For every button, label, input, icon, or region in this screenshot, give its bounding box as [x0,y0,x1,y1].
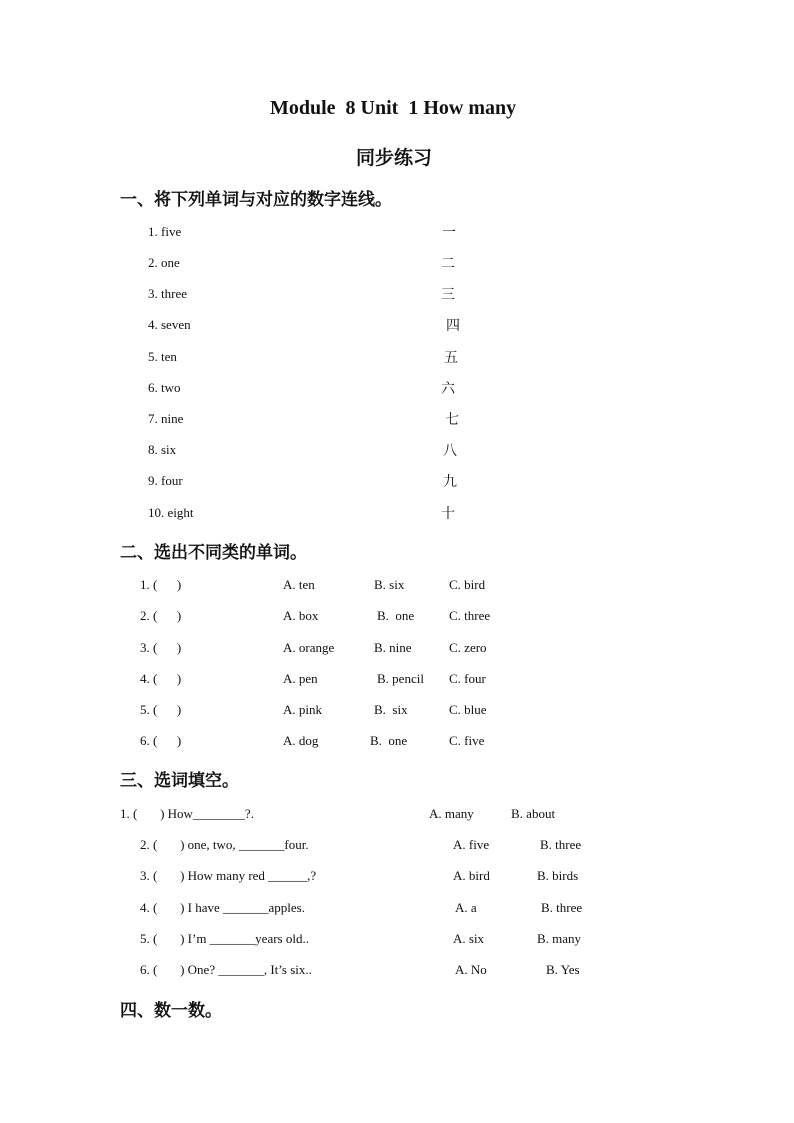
numeral-item: 七 [445,412,459,428]
option-b: B. six [374,577,405,592]
numeral-item: 一 [442,225,456,241]
option-b: B. three [541,900,583,915]
option-c: C. zero [449,640,487,655]
option-a: A. No [455,962,487,977]
section1-heading: 一、将下列单词与对应的数字连线。 [120,190,392,210]
fill-question: 4. ( ) I have _______apples. [140,900,305,915]
word-item: 9. four [148,473,183,488]
option-b: B. nine [374,640,412,655]
numeral-item: 五 [444,350,458,366]
option-b: B. pencil [377,671,424,686]
option-a: A. ten [283,577,315,592]
word-item: 2. one [148,255,180,270]
numeral-item: 八 [443,443,457,459]
option-c: C. five [449,733,485,748]
question-number: 5. ( ) [140,702,182,717]
option-a: A. orange [283,640,335,655]
word-item: 3. three [148,286,187,301]
numeral-item: 三 [441,287,455,303]
option-b: B. one [370,733,408,748]
option-a: A. dog [283,733,319,748]
question-number: 3. ( ) [140,640,182,655]
question-number: 2. ( ) [140,608,182,623]
numeral-item: 六 [441,381,455,397]
question-number: 1. ( ) [140,577,182,592]
option-a: A. box [283,608,319,623]
word-item: 10. eight [148,505,194,520]
numeral-item: 四 [446,318,460,334]
option-b: B. one [377,608,415,623]
word-item: 4. seven [148,317,191,332]
option-b: B. birds [537,868,579,883]
option-a: A. six [453,931,485,946]
option-c: C. bird [449,577,486,592]
numeral-item: 九 [443,474,457,490]
option-c: C. three [449,608,491,623]
option-a: A. pink [283,702,322,717]
option-a: A. a [455,900,477,915]
section3-heading: 三、选词填空。 [120,771,239,791]
fill-question: 5. ( ) I’m _______years old.. [140,931,309,946]
word-item: 8. six [148,442,177,457]
option-a: A. many [429,806,474,821]
option-a: A. five [453,837,490,852]
option-b: B. six [374,702,408,717]
fill-question: 1. ( ) How________?. [120,806,254,821]
option-c: C. four [449,671,486,686]
question-number: 4. ( ) [140,671,182,686]
option-b: B. many [537,931,582,946]
section2-heading: 二、选出不同类的单词。 [120,543,307,563]
option-c: C. blue [449,702,487,717]
question-number: 6. ( ) [140,733,182,748]
numeral-item: 十 [441,506,455,522]
fill-question: 6. ( ) One? _______, It’s six.. [140,962,312,977]
page-title: Module 8 Unit 1 How many [270,97,517,119]
word-item: 5. ten [148,349,177,364]
option-b: B. three [540,837,582,852]
word-item: 6. two [148,380,181,395]
fill-question: 2. ( ) one, two, _______four. [140,837,309,852]
page-subtitle: 同步练习 [356,147,433,169]
option-b: B. about [511,806,556,821]
word-item: 7. nine [148,411,184,426]
option-a: A. bird [453,868,490,883]
section4-heading: 四、数一数。 [120,1001,222,1021]
numeral-item: 二 [441,256,455,272]
option-b: B. Yes [546,962,580,977]
option-a: A. pen [283,671,318,686]
word-item: 1. five [148,224,182,239]
fill-question: 3. ( ) How many red ______,? [140,868,317,883]
